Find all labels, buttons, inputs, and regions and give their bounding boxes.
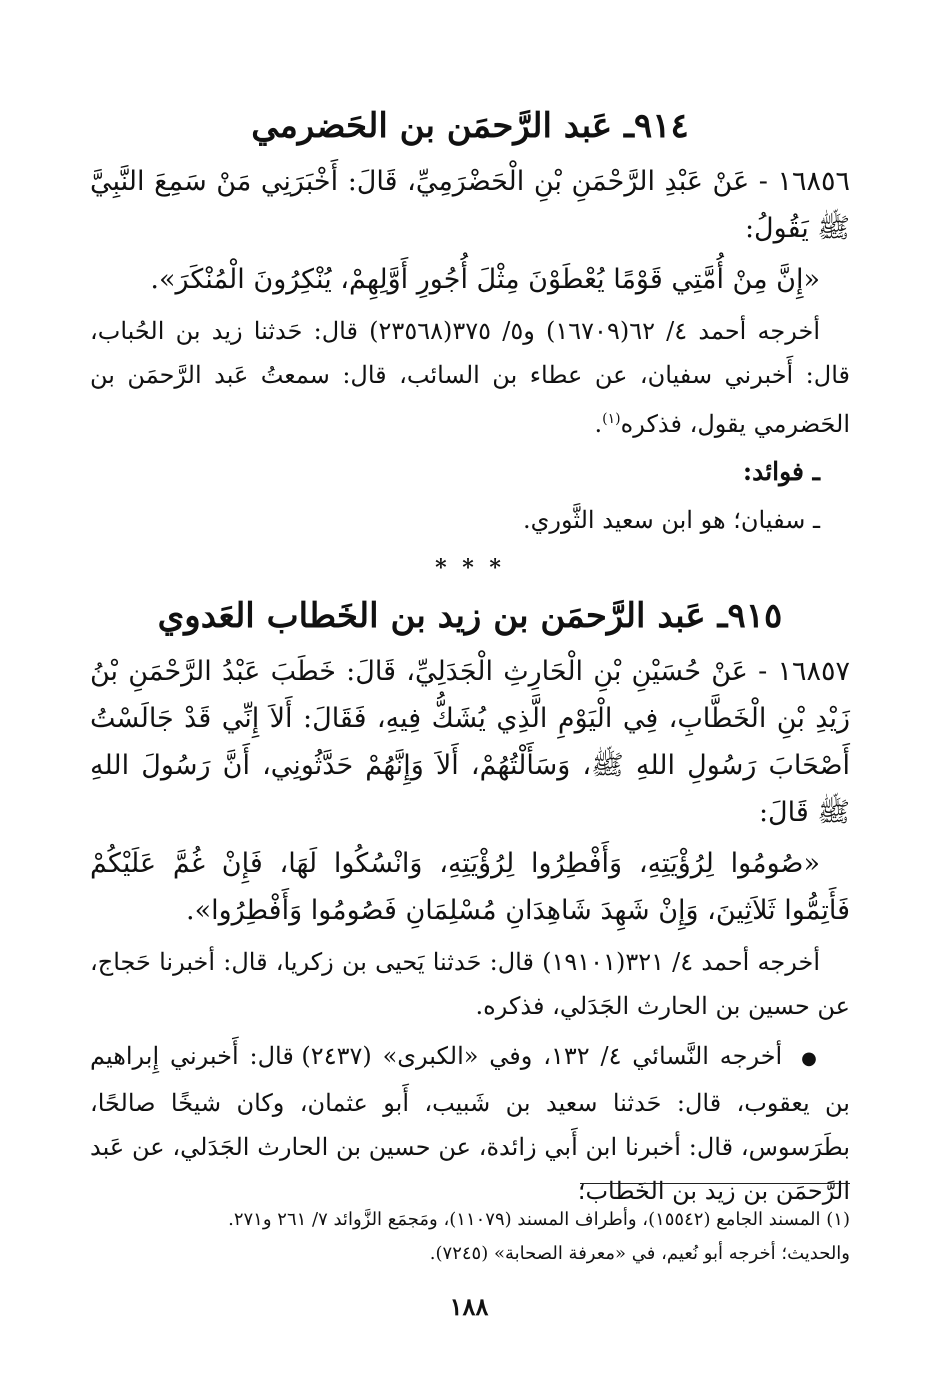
hadith-16857: [90, 648, 850, 836]
footnote-1: (١) المسند الجامع (١٥٥٤٢)، وأطراف المسند (١١٠٧٩)، ومَجمَع الزَّوائد ٧/ ٢٦١ و٢٧١.: [228, 1209, 850, 1230]
footnote-divider: [580, 1183, 850, 1184]
fawaid-title: ـ فوائد:: [742, 457, 820, 486]
footnotes: [150, 1203, 850, 1271]
hadith-16856: [90, 158, 850, 252]
hadith-matn: «صُومُوا لِرُؤْيَتِهِ، وَأَفْطِرُوا لِرُؤْيَتِهِ، وَانْسُكُوا لَهَا، فَإِنْ غُمَّ عَلَيْكُمْ فَأَتِمُّوا ثَلاَثِينَ، وَإِنْ شَهِدَ شَاهِدَانِ مُسْلِمَانِ فَصُومُوا وَأَفْطِرُوا».: [90, 848, 850, 926]
hadith-isnad: عَنْ عَبْدِ الرَّحْمَنِ بْنِ الْحَضْرَمِيِّ، قَالَ: أَخْبَرَنِي مَنْ سَمِعَ النَّبِيَّ ﷺ يَقُولُ:: [90, 166, 850, 244]
page-number: ١٨٨: [449, 1292, 489, 1321]
section-914-heading: ٩١٤ـ عَبد الرَّحمَن بن الحَضرمي: [251, 106, 689, 146]
section-separator: * * *: [435, 555, 505, 581]
takhrij-paragraph: [90, 309, 850, 446]
takhrij-end: .: [594, 410, 603, 438]
page-body: [90, 100, 850, 1213]
hadith-number: ١٦٨٥٧ -: [758, 656, 850, 687]
hadith-number: ١٦٨٥٦ -: [758, 166, 850, 197]
hadith-matn: «إِنَّ مِنْ أُمَّتِي قَوْمًا يُعْطَوْنَ مِثْلَ أُجُورِ أَوَّلِهِمْ، يُنْكِرُونَ الْمُنْكَرَ».: [150, 264, 820, 295]
footnote-1-continued: والحديث؛ أخرجه أبو نُعيم، في «معرفة الصحابة» (٧٢٤٥).: [429, 1243, 850, 1264]
fawaid-item: ـ سفيان؛ هو ابن سعيد الثَّوري.: [522, 506, 820, 534]
takhrij-text: أخرجه النَّسائي ٤/ ١٣٢، وفي «الكبرى» (٢٤٣٧) قال: أَخبرني إِبراهيم بن يعقوب، قال: حَدثنا سعيد بن شَبيب، أَبو عثمان، وكان شيخًا صالحًا، بطَرَسوس، قال: أخبرنا ابن أَبي زائدة، عن حسين بن الحارث الجَدَلي، عن عَبد الرَّحمَن بن زيد بن الخَطاب؛: [90, 1042, 850, 1205]
takhrij-paragraph: أخرجه أحمد ٤/ ٣٢١(١٩١٠١) قال: حَدثنا يَحيى بن زكريا، قال: أخبرنا حَجاج، عن حسين بن الحارث الجَدَلي، فذكره.: [90, 948, 850, 1020]
hadith-isnad: عَنْ حُسَيْنِ بْنِ الْحَارِثِ الْجَدَلِيِّ، قَالَ: خَطَبَ عَبْدُ الرَّحْمَنِ بْنُ زَيْدِ بْنِ الْخَطَّابِ، فِي الْيَوْمِ الَّذِي يُشَكُّ فِيهِ، فَقَالَ: أَلاَ إِنِّي قَدْ جَالَسْتُ أَصْحَابَ رَسُولِ اللهِ ﷺ، وَسَأَلْتُهُمْ، أَلاَ وَإِنَّهُمْ حَدَّثُونِي، أَنَّ رَسُولَ اللهِ ﷺ قَالَ:: [90, 656, 850, 828]
bullet-icon: ●: [801, 1048, 821, 1069]
footnote-ref[interactable]: (١): [602, 411, 621, 427]
section-915-heading: ٩١٥ـ عَبد الرَّحمَن بن زيد بن الخَطاب العَدوي: [157, 596, 783, 636]
takhrij-text: أخرجه أحمد ٤/ ٦٢(١٦٧٠٩) و٥/ ٣٧٥(٢٣٥٦٨) قال: حَدثنا زيد بن الحُباب، قال: أَخبرني سفيان، عن عطاء بن السائب، قال: سمعتُ عَبد الرَّحمَن بن الحَضرمي يقول، فذكره: [90, 317, 850, 438]
takhrij-paragraph-bullet: [90, 1034, 850, 1213]
